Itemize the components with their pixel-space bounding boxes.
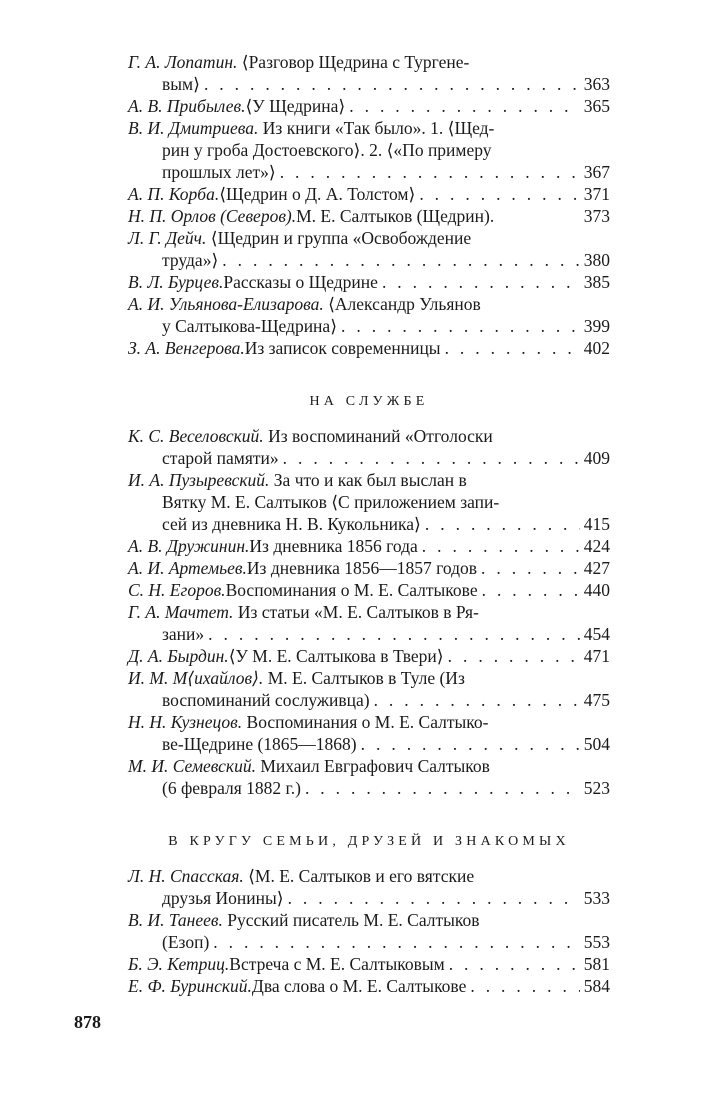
- entry-page: 427: [583, 558, 610, 578]
- entry-page: 581: [583, 954, 610, 974]
- leader-dots: [222, 249, 579, 271]
- entry-line: [128, 491, 610, 513]
- toc-entry: [128, 337, 610, 359]
- leader-dots: [280, 161, 580, 183]
- toc-entry: [128, 95, 610, 117]
- entry-page: 471: [583, 646, 610, 666]
- leader-dots: [208, 623, 580, 645]
- entry-text: ⟨Разговор Щедрина с Тургене-: [241, 52, 470, 72]
- entry-last-line: [128, 623, 610, 645]
- entry-line: [128, 601, 610, 623]
- entry-last-line: [128, 95, 610, 117]
- entry-line: [128, 117, 610, 139]
- toc-entry: [128, 293, 610, 337]
- entry-author: С. Н. Егоров.: [128, 580, 226, 600]
- entry-author: А. П. Корба.: [128, 184, 220, 204]
- leader-dots: [470, 975, 579, 997]
- entry-text: Из статьи «М. Е. Салтыков в Ря-: [237, 602, 479, 622]
- entry-page: 371: [583, 184, 610, 204]
- entry-text: Русский писатель М. Е. Салтыков: [227, 910, 480, 930]
- entry-text: За что и как был выслан в: [273, 470, 467, 490]
- toc-entry: [128, 535, 610, 557]
- entry-page: 409: [583, 448, 610, 468]
- toc-entry: [128, 271, 610, 293]
- entry-last-line: [128, 271, 610, 293]
- leader-dots: [448, 645, 580, 667]
- entry-page: 373: [583, 206, 610, 226]
- entry-text: Из дневника 1856 года: [249, 536, 418, 556]
- entry-text: Из воспоминаний «Отголоски: [268, 426, 493, 446]
- entry-last-line: [128, 887, 610, 909]
- entry-last-line: [128, 931, 610, 953]
- toc-entry: [128, 425, 610, 469]
- entry-text: Воспоминания о М. Е. Салтыкове: [225, 580, 478, 600]
- entry-author: В. И. Дмитриева.: [128, 118, 259, 138]
- entry-last-line: [128, 975, 610, 997]
- entry-page: 367: [583, 162, 610, 182]
- entry-text: Два слова о М. Е. Салтыкове: [251, 976, 467, 996]
- entry-text: ⟨Щедрин о Д. А. Толстом⟩: [219, 184, 416, 204]
- entry-author: Г. А. Мачтет.: [128, 602, 234, 622]
- entry-line: [128, 909, 610, 931]
- entry-text: Из записок современницы: [244, 338, 441, 358]
- entry-author: А. И. Артемьев.: [128, 558, 247, 578]
- entry-page: 440: [583, 580, 610, 600]
- entry-author: Д. А. Бырдин.: [128, 646, 229, 666]
- section-heading: В КРУГУ СЕМЬИ, ДРУЗЕЙ И ЗНАКОМЫХ: [168, 834, 570, 849]
- entry-page: 380: [583, 250, 610, 270]
- entry-author: З. А. Венгерова.: [128, 338, 245, 358]
- entry-author: В. И. Танеев.: [128, 910, 223, 930]
- leader-dots: [374, 689, 580, 711]
- toc-entry: [128, 579, 610, 601]
- entry-last-line: [128, 205, 610, 227]
- entry-last-line: [128, 535, 610, 557]
- leader-dots: [305, 777, 580, 799]
- entry-last-line: [128, 777, 610, 799]
- toc-entry: [128, 469, 610, 535]
- entry-text: М. Е. Салтыков (Щедрин).: [296, 206, 495, 226]
- entry-text: труда»⟩: [162, 250, 219, 270]
- leader-dots: [419, 183, 579, 205]
- entry-text: ⟨У М. Е. Салтыкова в Твери⟩: [228, 646, 444, 666]
- entry-last-line: [128, 315, 610, 337]
- entry-last-line: [128, 733, 610, 755]
- leader-dots: [425, 513, 580, 535]
- entry-author: Н. П. Орлов (Северов).: [128, 206, 297, 226]
- entry-line: [128, 293, 610, 315]
- entry-text: сей из дневника Н. В. Кукольника⟩: [162, 514, 421, 534]
- entry-last-line: [128, 73, 610, 95]
- entry-last-line: [128, 645, 610, 667]
- leader-dots: [341, 315, 580, 337]
- entry-page: 454: [583, 624, 610, 644]
- toc-entry: [128, 601, 610, 645]
- toc-entry: [128, 667, 610, 711]
- leader-dots: [481, 557, 580, 579]
- entry-line: [128, 139, 610, 161]
- entry-text: Из книги «Так было». 1. ⟨Щед-: [262, 118, 495, 138]
- entry-page: 553: [583, 932, 610, 952]
- entry-text: Воспоминания о М. Е. Салтыко-: [246, 712, 489, 732]
- entry-text: воспоминаний сослуживца): [162, 690, 370, 710]
- entry-last-line: [128, 513, 610, 535]
- toc-entry: [128, 227, 610, 271]
- entry-page: 363: [583, 74, 610, 94]
- entry-text: ⟨Щедрин и группа «Освобождение: [210, 228, 472, 248]
- entry-text: ⟨М. Е. Салтыков и его вятские: [248, 866, 475, 886]
- entry-page: 504: [583, 734, 610, 754]
- toc-entry: [128, 975, 610, 997]
- entry-page: 402: [583, 338, 610, 358]
- entry-line: [128, 755, 610, 777]
- entry-line: [128, 425, 610, 447]
- entry-text: Вятку М. Е. Салтыков ⟨С приложением запи-: [162, 492, 500, 512]
- toc-entry: [128, 183, 610, 205]
- entry-text: (6 февраля 1882 г.): [162, 778, 301, 798]
- entry-text: зани»: [162, 624, 205, 644]
- entry-text: друзья Ионины⟩: [162, 888, 284, 908]
- entry-text: у Салтыкова-Щедрина⟩: [162, 316, 338, 336]
- entry-author: Е. Ф. Буринский.: [128, 976, 252, 996]
- entry-line: [128, 469, 610, 491]
- table-of-contents: [128, 51, 610, 997]
- leader-dots: [213, 931, 579, 953]
- entry-text: Из дневника 1856—1857 годов: [246, 558, 478, 578]
- entry-line: [128, 865, 610, 887]
- entry-text: М. Е. Салтыков в Туле (Из: [267, 668, 465, 688]
- entry-text: (Езоп): [162, 932, 210, 952]
- entry-last-line: [128, 953, 610, 975]
- entry-author: А. В. Прибылев.: [128, 96, 246, 116]
- entry-author: Б. Э. Кетриц.: [128, 954, 230, 974]
- entry-author: Л. Г. Дейч.: [128, 228, 207, 248]
- entry-text: старой памяти»: [162, 448, 279, 468]
- entry-author: А. В. Дружинин.: [128, 536, 250, 556]
- entry-page: 399: [583, 316, 610, 336]
- toc-entry: [128, 865, 610, 909]
- entry-last-line: [128, 249, 610, 271]
- leader-dots: [283, 447, 580, 469]
- leader-dots: [482, 579, 580, 601]
- leader-dots: [382, 271, 580, 293]
- entry-author: А. И. Ульянова-Елизарова.: [128, 294, 324, 314]
- entry-text: ⟨У Щедрина⟩: [245, 96, 346, 116]
- entry-author: Г. А. Лопатин.: [128, 52, 238, 72]
- entry-text: вым⟩: [162, 74, 200, 94]
- entry-text: ⟨Александр Ульянов: [328, 294, 481, 314]
- entry-page: 424: [583, 536, 610, 556]
- entry-page: 475: [583, 690, 610, 710]
- leader-dots: [349, 95, 580, 117]
- entry-text: Встреча с М. Е. Салтыковым: [229, 954, 445, 974]
- entry-last-line: [128, 689, 610, 711]
- entry-page: 385: [583, 272, 610, 292]
- entry-page: 533: [583, 888, 610, 908]
- entry-text: ве-Щедрине (1865—1868): [162, 734, 357, 754]
- entry-text: рин у гроба Достоевского⟩. 2. ⟨«По примеру: [162, 140, 492, 160]
- leader-dots: [449, 953, 580, 975]
- toc-entry: [128, 205, 610, 227]
- leader-dots: [445, 337, 580, 359]
- entry-page: 365: [583, 96, 610, 116]
- entry-author: И. М. М⟨ихайлов⟩.: [128, 668, 264, 688]
- page-number: 878: [74, 1012, 101, 1032]
- entry-text: Рассказы о Щедрине: [223, 272, 378, 292]
- entry-text: Михаил Евграфович Салтыков: [260, 756, 490, 776]
- entry-author: К. С. Веселовский.: [128, 426, 264, 446]
- entry-author: В. Л. Бурцев.: [128, 272, 224, 292]
- leader-dots: [361, 733, 580, 755]
- toc-entry: [128, 645, 610, 667]
- entry-author: Н. Н. Кузнецов.: [128, 712, 243, 732]
- toc-entry: [128, 909, 610, 953]
- entry-line: [128, 711, 610, 733]
- toc-entry: [128, 953, 610, 975]
- leader-dots: [422, 535, 580, 557]
- entry-last-line: [128, 579, 610, 601]
- entry-text: прошлых лет»⟩: [162, 162, 276, 182]
- entry-page: 584: [583, 976, 610, 996]
- toc-entry: [128, 51, 610, 95]
- entry-last-line: [128, 337, 610, 359]
- entry-author: Л. Н. Спасская.: [128, 866, 244, 886]
- entry-page: 415: [583, 514, 610, 534]
- entry-page: 523: [583, 778, 610, 798]
- entry-last-line: [128, 183, 610, 205]
- toc-entry: [128, 557, 610, 579]
- leader-dots: [288, 887, 580, 909]
- leader-dots: [204, 73, 580, 95]
- toc-entry: [128, 711, 610, 755]
- entry-last-line: [128, 557, 610, 579]
- section-heading: НА СЛУЖБЕ: [309, 394, 429, 409]
- toc-entry: [128, 117, 610, 183]
- entry-line: [128, 227, 610, 249]
- entry-line: [128, 667, 610, 689]
- entry-author: М. И. Семевский.: [128, 756, 256, 776]
- entry-line: [128, 51, 610, 73]
- entry-last-line: [128, 447, 610, 469]
- toc-entry: [128, 755, 610, 799]
- entry-author: И. А. Пузыревский.: [128, 470, 270, 490]
- entry-last-line: [128, 161, 610, 183]
